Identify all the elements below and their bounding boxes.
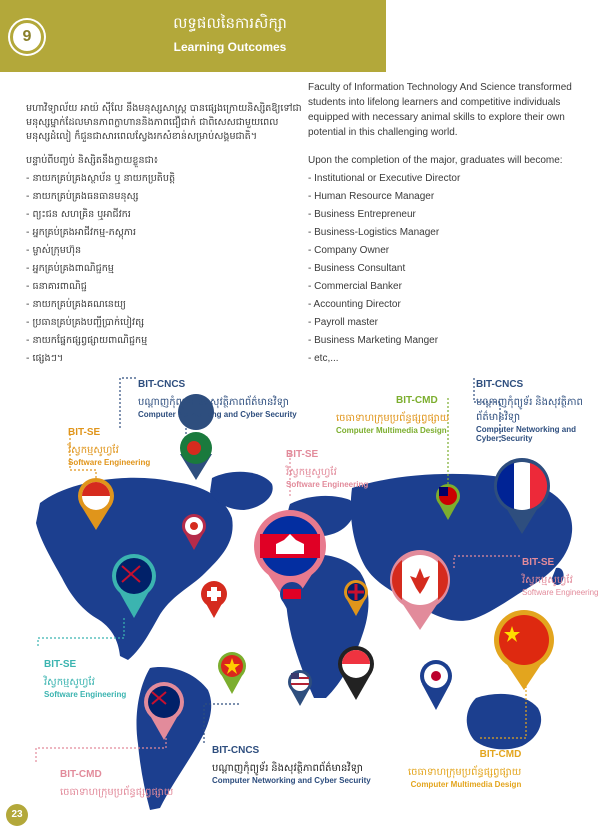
label-km: បណ្ដាញកុំព្យូទ័រ និងសុវត្ថិភាពព័ត៌មានវិទ្យា bbox=[138, 397, 289, 408]
right-column-english bbox=[308, 80, 586, 368]
label-code: BIT-CMD bbox=[60, 769, 102, 780]
right-list-item: - Business Marketing Manger bbox=[308, 335, 439, 346]
connector-line bbox=[120, 378, 136, 428]
pin-switzerland bbox=[201, 581, 227, 618]
label-code: BIT-CMD bbox=[396, 395, 438, 406]
label-code: BIT-CNCS bbox=[476, 379, 524, 390]
left-list-item: - អ្នកគ្រប់គ្រងពាណិជ្ជកម្ម bbox=[26, 263, 114, 274]
left-list-item: - នាយកគ្រប់គ្រងធនធានមនុស្ស bbox=[26, 191, 139, 202]
right-list-item: - Business Consultant bbox=[308, 263, 406, 274]
label-km: ចេធាទាហក្រុមប្រព័ន្ធផ្សព្វផ្សាយ bbox=[60, 787, 174, 798]
label-code: BIT-CNCS bbox=[138, 379, 186, 390]
label-cmd-bottom-left bbox=[60, 764, 173, 800]
section-title-en: Learning Outcomes bbox=[173, 40, 287, 54]
right-intro: Faculty of Information Technology And Science transformed students into lifelong learners and competitive individuals equipped with necessary animal skills to explore their own potential in this challenging world. bbox=[308, 82, 572, 138]
label-cncs-right bbox=[476, 374, 594, 443]
left-list-item: - ព្យះជន សហគ្រិន ឬអាជីវករ bbox=[26, 209, 131, 220]
right-list-item: - Accounting Director bbox=[308, 299, 401, 310]
left-list-item: - ម្ចាស់ក្រុមហ៊ុន bbox=[26, 245, 82, 256]
world-map-infographic bbox=[0, 368, 600, 836]
section-number-badge bbox=[10, 20, 44, 54]
left-list-item: - អ្នកគ្រប់គ្រងអាជីវកម្ម-ភស្តុភារ bbox=[26, 227, 137, 238]
label-code: BIT-SE bbox=[44, 659, 77, 670]
right-list-item: - Business Entrepreneur bbox=[308, 209, 416, 220]
label-en: Software Engineering bbox=[286, 480, 369, 489]
pin-singapore bbox=[338, 646, 374, 700]
left-list-item: - នាយកគ្រប់គ្រងស្ថាប័ន ឬ នាយកប្រតិបត្តិ bbox=[26, 173, 176, 184]
label-se-left bbox=[68, 422, 150, 467]
label-code: BIT-SE bbox=[68, 427, 101, 438]
label-en: Software Engineering bbox=[44, 690, 127, 699]
left-list-intro: បន្ទាប់ពីបញ្ចប់ និស្សិតនឹងក្លាយខ្លួនជា៖ bbox=[26, 155, 158, 166]
section-title-km: លទ្ធផលនៃការសិក្សា bbox=[173, 14, 287, 32]
label-km: វិស្វកម្មសូហ្វវែ bbox=[522, 575, 573, 586]
label-km: ចេធាទាហក្រុមប្រព័ន្ធផ្សព្វផ្សាយ bbox=[336, 413, 450, 424]
label-en: Computer Networking and Cyber Security bbox=[212, 776, 371, 785]
label-code: BIT-SE bbox=[522, 557, 555, 568]
right-list-item: - Institutional or Executive Director bbox=[308, 173, 461, 184]
right-list-intro: Upon the completion of the major, graduates will become: bbox=[308, 155, 563, 166]
pin-china bbox=[494, 610, 554, 690]
right-list-item: - Business-Logistics Manager bbox=[308, 227, 440, 238]
label-en: Computer Networking and Cyber Security bbox=[138, 410, 297, 419]
label-code: BIT-SE bbox=[286, 449, 319, 460]
label-km: បណ្ដាញកុំព្យូទ័រ និងសុវត្ថិភាពព័ត៌មានវិទ្យា bbox=[212, 763, 363, 774]
label-en: Computer Networking and Cyber Security bbox=[476, 425, 577, 443]
pin-japan bbox=[420, 660, 452, 710]
label-cmd-top bbox=[336, 390, 449, 435]
pin-vietnam bbox=[218, 652, 246, 694]
right-list-item: - Company Owner bbox=[308, 245, 390, 256]
label-cncs-top bbox=[138, 374, 297, 419]
label-cncs-bottom bbox=[212, 740, 371, 785]
label-km: វិស្វកម្មសូហ្វវែ bbox=[44, 677, 95, 688]
label-km: វិស្វកម្មសូហ្វវែ bbox=[286, 467, 337, 478]
section-number: 9 bbox=[22, 28, 32, 45]
label-en: Computer Multimedia Design bbox=[410, 780, 522, 789]
label-en: Software Engineering bbox=[522, 588, 599, 597]
right-list-item: - etc,... bbox=[308, 353, 339, 364]
pin-canada bbox=[390, 550, 450, 630]
label-cmd-bottom-right bbox=[408, 744, 521, 789]
left-column-khmer bbox=[26, 102, 304, 368]
left-list-item: - នាយកផ្នែកផ្សព្វផ្សាយពាណិជ្ជកម្ម bbox=[26, 335, 148, 346]
australia-shape bbox=[467, 694, 541, 749]
label-se-bottom-left bbox=[44, 654, 126, 699]
section-header bbox=[0, 0, 386, 72]
label-en: Computer Multimedia Design bbox=[336, 426, 447, 435]
pin-usa bbox=[288, 670, 312, 706]
label-km: បណ្ដាញកុំព្យូទ័រ និងសុវត្ថិភាពព័ត៌មានវិទ្យា bbox=[476, 397, 583, 423]
label-code: BIT-CMD bbox=[479, 749, 522, 760]
left-list-item: - ផ្សេងៗ។ bbox=[26, 353, 64, 364]
left-intro: មហាវិទ្យាល័យ អាយ៉ ស៊ីលែ នឹងមនុស្សសាស្ត្រ បានផ្សេងក្រោយនិស្សិតឱ្យទៅជាមនុស្សម្នាក់ដែលមានភាពក្លាហាននិងភាពជឿជាក់ ជាពិសេសជាមួយពេលមនុស្សដំលៀ ក៏ជួនជាសារពេលស្វែងរកសំខាន់សម្រាប់សង្គមជាតិ។ bbox=[26, 103, 302, 142]
label-se-center bbox=[286, 444, 368, 489]
left-list-item: - ប្រធានគ្រប់គ្រងបញ្ជីប្រាក់បៀវត្ស bbox=[26, 317, 145, 328]
page-number: 23 bbox=[6, 804, 28, 826]
right-list-item: - Payroll master bbox=[308, 317, 379, 328]
label-se-right bbox=[522, 552, 599, 597]
left-list-item: - នាយកគ្រប់គ្រងគណនេយ្យ bbox=[26, 299, 126, 310]
label-km: វិស្វកម្មសូហ្វវែ bbox=[68, 445, 119, 456]
right-list-item: - Commercial Banker bbox=[308, 281, 402, 292]
label-code: BIT-CNCS bbox=[212, 745, 260, 756]
left-list-item: - ធនាគារពាណិជ្ជ bbox=[26, 281, 87, 292]
right-list-item: - Human Resource Manager bbox=[308, 191, 435, 202]
label-km: ចេធាទាហក្រុមប្រព័ន្ធផ្សព្វផ្សាយ bbox=[408, 767, 522, 778]
label-en: Software Engineering bbox=[68, 458, 151, 467]
